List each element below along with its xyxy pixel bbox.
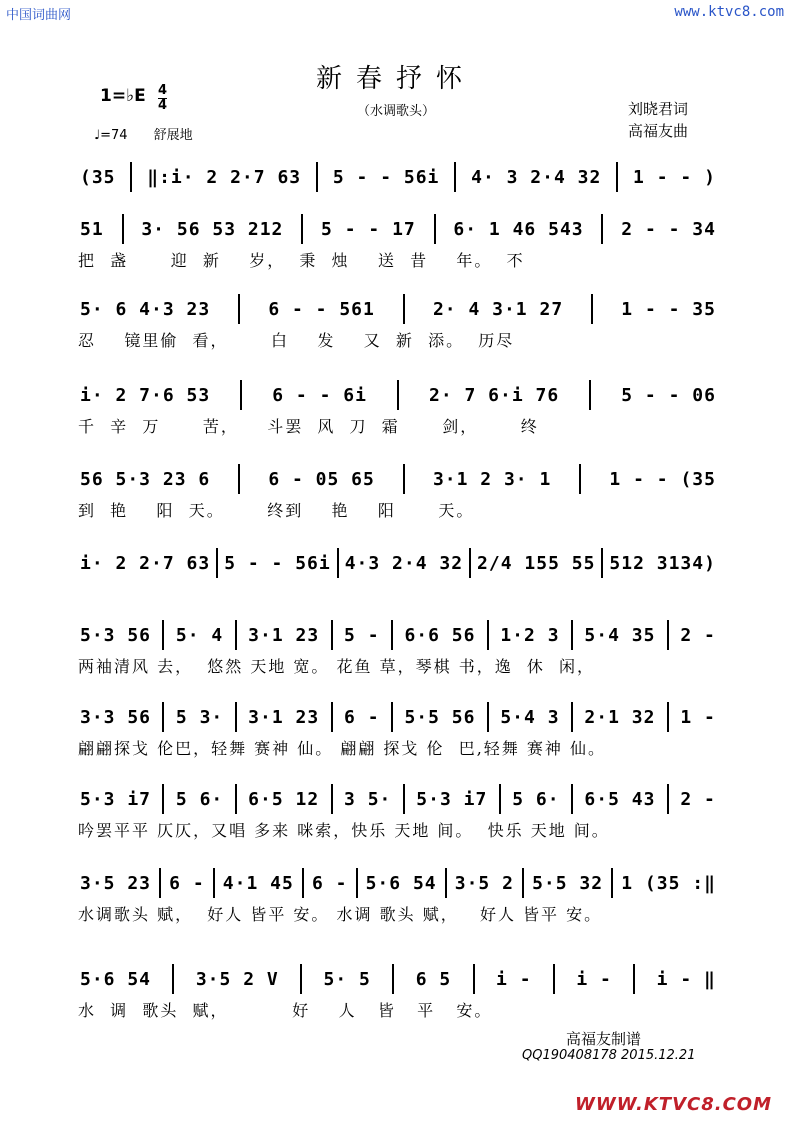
score-system <box>78 962 718 1024</box>
bar-line <box>162 702 164 732</box>
measure: 3·3 56 <box>80 706 152 728</box>
score-system <box>78 378 718 440</box>
bar-line <box>473 964 475 994</box>
measure: 6· 1 46 543 <box>453 218 584 240</box>
bar-line <box>522 868 524 898</box>
bar-line <box>553 964 555 994</box>
bar-line <box>159 868 161 898</box>
measure: 5·6 54 <box>365 872 437 894</box>
bar-line <box>487 702 489 732</box>
bar-line <box>130 162 132 192</box>
measure: i· 2 7·6 53 <box>80 384 211 406</box>
measure: 5 3· <box>175 706 224 728</box>
measure: (35 <box>80 166 116 188</box>
score-system <box>78 546 718 608</box>
bar-line <box>162 784 164 814</box>
measure: 6 5 <box>415 968 452 990</box>
bar-line <box>397 380 399 410</box>
notation-line <box>78 782 718 816</box>
measure: 2· 4 3·1 27 <box>432 298 564 320</box>
bar-line <box>331 702 333 732</box>
measure: 5 - - 56i <box>224 552 331 574</box>
bar-line <box>571 620 573 650</box>
measure: 6 - - 561 <box>268 298 375 320</box>
measure: 3·5 2 <box>454 872 514 894</box>
bar-line <box>579 464 581 494</box>
bar-line <box>216 548 218 578</box>
measure: 1 (35 :‖ <box>621 872 716 894</box>
measure: 4·3 2·4 32 <box>344 552 464 574</box>
bar-line <box>391 620 393 650</box>
tempo-marking: ♩=74 舒展地 <box>94 128 193 143</box>
bar-line <box>337 548 339 578</box>
measure: 6 - <box>344 706 380 728</box>
bar-line <box>487 620 489 650</box>
measure: 5·4 35 <box>584 624 656 646</box>
measure: 2 - - 34 <box>621 218 716 240</box>
measure: 5 6· <box>175 788 224 810</box>
lyric-line: 水调歌头 赋， 好人 皆平 安。 水调 歌头 赋， 好人 皆平 安。 <box>78 905 603 924</box>
song-subtitle: （水调歌头） <box>356 104 435 119</box>
score-maker: 高福友制谱 <box>566 1030 642 1048</box>
lyric-line: 千 辛 万 苦， 斗罢 风 刀 霜 剑， 终 <box>78 417 539 436</box>
site-url-top: www.ktvc8.com <box>674 4 784 20</box>
measure: 5· 4 <box>175 624 224 646</box>
measure: 3 5· <box>344 788 392 810</box>
bar-line <box>499 784 501 814</box>
notation-line <box>78 962 718 996</box>
bar-line <box>434 214 436 244</box>
bar-line <box>591 294 593 324</box>
notation-line <box>78 700 718 734</box>
key-signature: 1=♭E <box>100 86 146 106</box>
measure: 6·6 56 <box>404 624 476 646</box>
score-system <box>78 866 718 928</box>
score-system <box>78 782 718 844</box>
time-sig-bottom: 4 <box>158 98 168 113</box>
measure: 5·5 32 <box>532 872 604 894</box>
measure: 3·5 23 <box>80 872 152 894</box>
bar-line <box>300 964 302 994</box>
measure: 5·4 3 <box>500 706 560 728</box>
bar-line <box>611 868 613 898</box>
measure: 5· 6 4·3 23 <box>80 298 211 320</box>
bar-line <box>403 784 405 814</box>
notation-line <box>78 462 718 496</box>
bar-line <box>331 784 333 814</box>
lyric-line <box>78 582 718 608</box>
bar-line <box>391 702 393 732</box>
measure: 5·3 i7 <box>416 788 488 810</box>
site-url-bottom: WWW.KTVC8.COM <box>575 1094 772 1115</box>
measure: 512 3134) <box>609 552 716 574</box>
bar-line <box>403 294 405 324</box>
bar-line <box>403 464 405 494</box>
measure: 5 6· <box>512 788 560 810</box>
measure: 56 5·3 23 6 <box>80 468 211 490</box>
bar-line <box>445 868 447 898</box>
bar-line <box>162 620 164 650</box>
lyric-line: 翩翩探戈 伦巴，轻舞 赛神 仙。 翩翩 探戈 伦 巴,轻舞 赛神 仙。 <box>78 739 606 758</box>
measure: 3·1 23 <box>248 706 320 728</box>
notation-line <box>78 378 718 412</box>
measure: i - ‖ <box>656 968 716 990</box>
bar-line <box>601 214 603 244</box>
composer: 高福友曲 <box>628 122 689 140</box>
bar-line <box>667 702 669 732</box>
measure: 1 - - ) <box>633 166 716 188</box>
bar-line <box>331 620 333 650</box>
measure: 5 - - 56i <box>332 166 440 188</box>
measure: 6 - 05 65 <box>268 468 375 490</box>
site-name-left: 中国词曲网 <box>6 8 72 23</box>
bar-line <box>356 868 358 898</box>
notation-line <box>78 292 718 326</box>
measure: 2/4 155 55 <box>477 552 596 574</box>
lyric-line: 水 调 歌头 赋， 好 人 皆 平 安。 <box>78 1001 493 1020</box>
measure: 4· 3 2·4 32 <box>471 166 602 188</box>
measure: 3·1 2 3· 1 <box>432 468 552 490</box>
notation-line <box>78 866 718 900</box>
bar-line <box>392 964 394 994</box>
bar-line <box>238 464 240 494</box>
time-signature <box>158 84 167 113</box>
credits <box>628 98 688 142</box>
measure: 5·3 i7 <box>80 788 152 810</box>
notation-line <box>78 546 718 580</box>
bar-line <box>172 964 174 994</box>
measure: 5 - - 06 <box>621 384 716 406</box>
measure: 1 - <box>680 706 716 728</box>
measure: i - <box>496 968 532 990</box>
measure: 6 - <box>311 872 348 894</box>
measure: i· 2 2·7 63 <box>80 552 211 574</box>
bar-line <box>469 548 471 578</box>
score-system <box>78 292 718 354</box>
measure: 6 - <box>169 872 205 894</box>
score-system <box>78 700 718 762</box>
measure: 2 - <box>680 624 716 646</box>
bar-line <box>235 620 237 650</box>
measure: 1·2 3 <box>500 624 560 646</box>
score-system <box>78 618 718 680</box>
measure: 3·5 2 V <box>195 968 279 990</box>
measure: ‖:i· 2 2·7 63 <box>147 166 302 188</box>
measure: i - <box>576 968 612 990</box>
bar-line <box>213 868 215 898</box>
bar-line <box>571 702 573 732</box>
bar-line <box>301 214 303 244</box>
qq-date: QQ190408178 2015.12.21 <box>522 1048 696 1063</box>
notation-line <box>78 160 718 194</box>
time-sig-top: 4 <box>158 83 168 98</box>
bar-line <box>589 380 591 410</box>
measure: 6·5 12 <box>248 788 320 810</box>
bar-line <box>601 548 603 578</box>
measure: 5·3 56 <box>80 624 152 646</box>
lyric-line: 两袖清风 去， 悠然 天地 宽。 花鱼 草，琴棋 书，逸 休 闲， <box>78 657 596 676</box>
lyric-line: 到 艳 阳 天。 终到 艳 阳 天。 <box>78 501 475 520</box>
measure: 2 - <box>680 788 716 810</box>
measure: 3· 56 53 212 <box>141 218 284 240</box>
measure: 1 - - (35 <box>609 468 716 490</box>
measure: 5 - - 17 <box>321 218 416 240</box>
measure: 3·1 23 <box>248 624 320 646</box>
bar-line <box>616 162 618 192</box>
lyric-line: 把 盏 迎 新 岁， 秉 烛 送 昔 年。 不 <box>78 251 525 270</box>
bar-line <box>235 702 237 732</box>
bar-line <box>302 868 304 898</box>
lyric-line: 忍 镜里偷 看， 白 发 又 新 添。 历尽 <box>78 331 515 350</box>
measure: 6·5 43 <box>584 788 656 810</box>
measure: 1 - - 35 <box>621 298 716 320</box>
measure: 51 <box>80 218 104 240</box>
bar-line <box>571 784 573 814</box>
bar-line <box>235 784 237 814</box>
bar-line <box>240 380 242 410</box>
measure: 5· 5 <box>323 968 371 990</box>
score-system <box>78 212 718 274</box>
notation-line <box>78 618 718 652</box>
lyricist: 刘晓君词 <box>628 100 689 118</box>
lyric-line: 吟罢平平 仄仄，又唱 多来 咪索，快乐 天地 间。 快乐 天地 间。 <box>78 821 610 840</box>
measure: 2· 7 6·i 76 <box>428 384 560 406</box>
measure: 5·5 56 <box>404 706 476 728</box>
bar-line <box>667 784 669 814</box>
song-title: 新春抒怀 <box>315 64 476 94</box>
bar-line <box>667 620 669 650</box>
measure: 2·1 32 <box>584 706 656 728</box>
bar-line <box>238 294 240 324</box>
measure: 5 - <box>344 624 380 646</box>
measure: 5·6 54 <box>80 968 152 990</box>
measure: 4·1 45 <box>222 872 294 894</box>
bar-line <box>633 964 635 994</box>
bar-line <box>316 162 318 192</box>
bar-line <box>122 214 124 244</box>
notation-line <box>78 212 718 246</box>
measure: 6 - - 6i <box>272 384 367 406</box>
bar-line <box>454 162 456 192</box>
score-system <box>78 462 718 524</box>
